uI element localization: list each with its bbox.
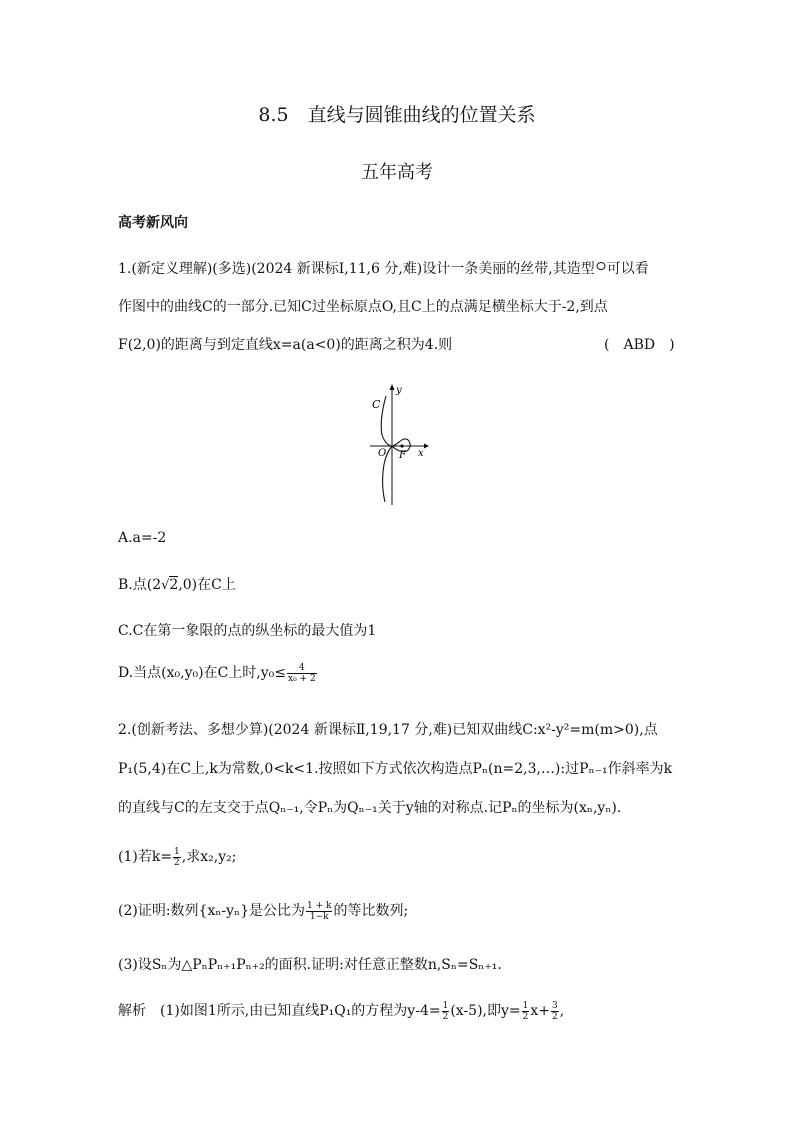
q1-option-b-radicand: 2	[169, 577, 179, 593]
q2-solution-f3-num: 3	[552, 1000, 558, 1011]
q2-part-1	[118, 846, 236, 868]
q2-solution-mid2: x+	[530, 1003, 551, 1019]
page-subtitle: 五年高考	[361, 162, 433, 183]
q2-solution-mid: (x-5),即y=	[450, 1003, 521, 1019]
section-heading: 高考新风向	[118, 215, 188, 231]
q2-solution-fraction-1	[442, 1001, 450, 1022]
x-axis-arrow	[424, 444, 429, 449]
q2-solution-f2-den: 2	[522, 1011, 529, 1022]
q2-line-1: 2.(创新考法、多想少算)(2024 新课标Ⅱ,19,17 分,难)已知双曲线C:x²-y²=m(m>0),点	[118, 722, 658, 738]
q1-option-d-num: 4	[287, 663, 317, 674]
label-x: x	[418, 448, 424, 459]
q2-part-1-post: ,求x₂,y₂;	[181, 849, 237, 865]
q1-answer: ( ABD )	[604, 337, 675, 353]
y-axis-arrow	[390, 384, 395, 390]
q1-line-1	[118, 258, 649, 278]
q1-line-1-text: 1.(新定义理解)(多选)(2024 新课标Ⅰ,11,6 分,难)设计一条美丽的丝带,其造型	[118, 261, 595, 277]
label-f: F	[399, 450, 406, 461]
q1-option-a: A.a=-2	[118, 530, 167, 546]
q2-solution-fraction-3	[551, 1001, 559, 1022]
q1-option-b-pre: B.点(2	[118, 577, 162, 593]
focus-point	[400, 444, 403, 447]
q2-part-3: (3)设Sₙ为△PₙPₙ₊₁Pₙ₊₂的面积.证明:对任意正整数n,Sₙ=Sₙ₊₁.	[118, 957, 502, 973]
q2-solution-end: ,	[559, 1003, 565, 1019]
q2-part-1-pre: (1)若k=	[118, 849, 173, 865]
q2-part-2-num: 1 + k	[307, 900, 332, 911]
label-o: O	[378, 448, 387, 459]
q2-part-2	[118, 900, 408, 922]
q1-option-d-fraction	[287, 663, 317, 684]
curve-figure	[364, 380, 434, 514]
label-c: C	[372, 398, 381, 411]
q1-option-c: C.C在第一象限的点的纵坐标的最大值为1	[118, 623, 377, 639]
q2-solution-fraction-2	[522, 1001, 530, 1022]
q1-line-1-tail: 可以看	[606, 261, 649, 277]
q2-part-2-post: 的等比数列;	[333, 903, 409, 919]
q2-part-2-den: 1−k	[309, 911, 329, 922]
q2-part-1-num: 1	[174, 846, 180, 857]
q2-line-3: 的直线与C的左支交于点Qₙ₋₁,令Pₙ为Qₙ₋₁关于y轴的对称点.记Pₙ的坐标为(xₙ,yₙ).	[118, 800, 622, 816]
q1-line-2: 作图中的曲线C的一部分.已知C过坐标原点O,且C上的点满足横坐标大于-2,到点	[118, 299, 608, 315]
q2-solution-pre: 解析 (1)如图1所示,由已知直线P₁Q₁的方程为y-4=	[118, 1003, 441, 1019]
page-title: 8.5 直线与圆锥曲线的位置关系	[258, 104, 536, 126]
q2-solution-f2-num: 1	[522, 1000, 529, 1011]
q2-part-1-fraction	[173, 847, 181, 868]
q1-option-d	[118, 662, 318, 684]
curve-figure-svg	[364, 380, 434, 510]
q1-option-b-post: ,0)在C上	[178, 577, 236, 593]
q2-part-2-fraction	[306, 901, 332, 922]
q2-solution-f1-num: 1	[442, 1000, 449, 1011]
q1-option-b	[118, 574, 236, 594]
q2-part-1-den: 2	[174, 857, 180, 868]
q2-solution-f3-den: 2	[552, 1011, 558, 1022]
q2-solution-f1-den: 2	[442, 1011, 449, 1022]
sqrt-sign: √	[161, 578, 170, 593]
q1-option-d-den: x₀ + 2	[288, 673, 316, 684]
q1-line-3: F(2,0)的距离与到定直线x=a(a<0)的距离之积为4.则	[118, 337, 453, 353]
q2-part-2-pre: (2)证明:数列{xₙ-yₙ}是公比为	[118, 903, 306, 919]
q2-line-2: P₁(5,4)在C上,k为常数,0<k<1.按照如下方式依次构造点Pₙ(n=2,3,…):过Pₙ₋₁作斜率为k	[118, 761, 673, 777]
q2-solution	[118, 1000, 564, 1022]
q1-option-d-pre: D.当点(x₀,y₀)在C上时,y₀≤	[118, 665, 286, 681]
ribbon-icon	[596, 261, 606, 271]
label-y: y	[396, 385, 402, 396]
